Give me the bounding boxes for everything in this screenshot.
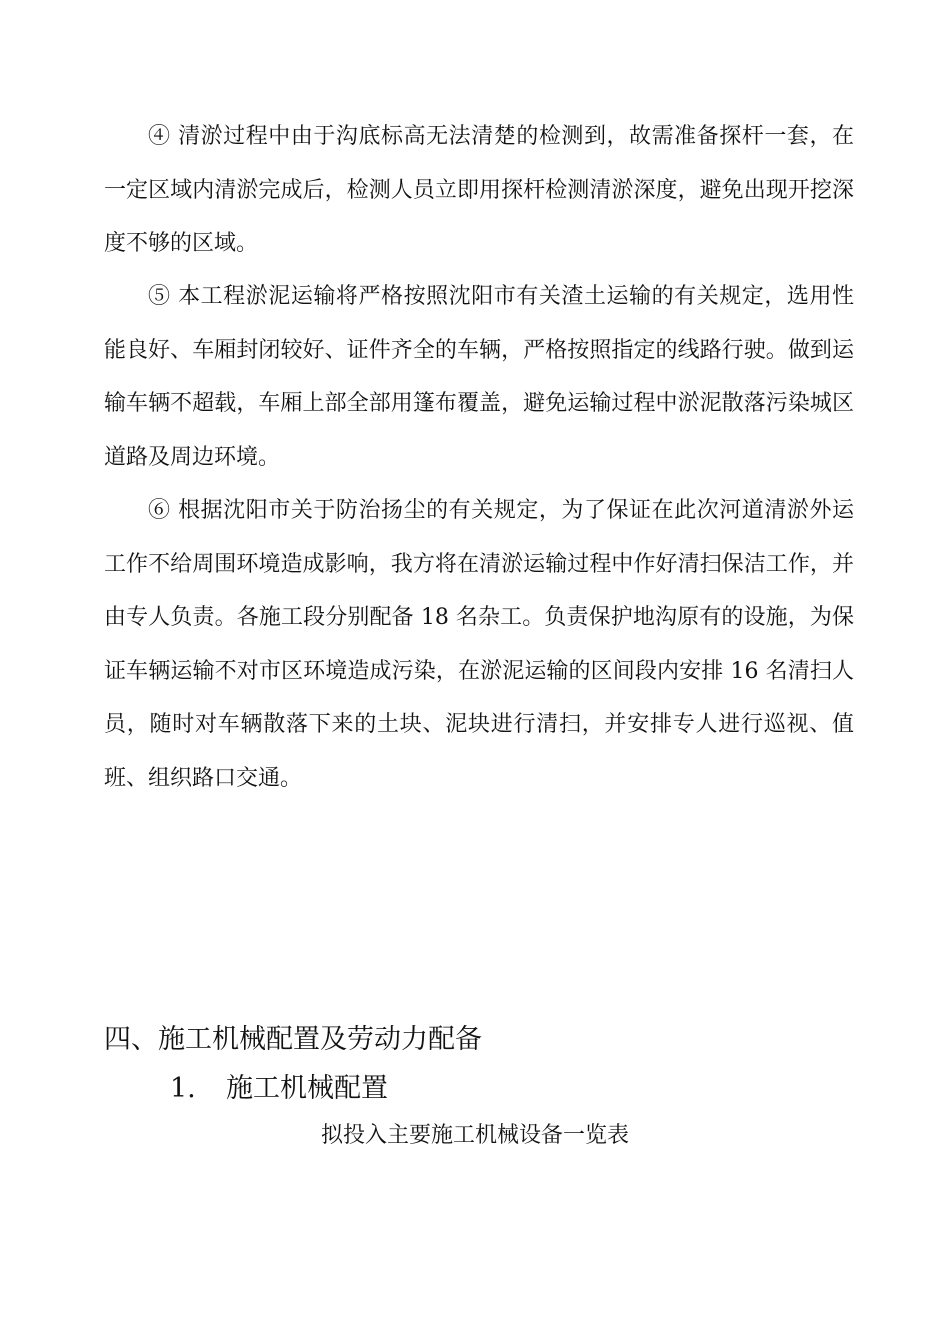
paragraph-item-5: ⑤ 本工程淤泥运输将严格按照沈阳市有关渣土运输的有关规定，选用性能良好、车厢封闭较好、证件齐全的车辆，严格按照指定的线路行驶。做到运输车辆不超载，车厢上部全部用篷布覆盖，避免运输过程中淤泥散落污染城区道路及周边环境。 (104, 284, 854, 470)
section-heading: 四、施工机械配置及劳动力配备 (104, 1024, 482, 1055)
subsection-number: 1. (170, 1073, 196, 1104)
paragraph-item-4: ④ 清淤过程中由于沟底标高无法清楚的检测到，故需准备探杆一套，在一定区域内清淤完成后，检测人员立即用探杆检测清淤深度，避免出现开挖深度不够的区域。 (104, 124, 854, 256)
paragraph-item-6: ⑥ 根据沈阳市关于防治扬尘的有关规定，为了保证在此次河道清淤外运工作不给周围环境造成影响，我方将在清淤运输过程中作好清扫保洁工作，并由专人负责。各施工段分别配备 18 名杂工。负责保护地沟原有的设施，为保证车辆运输不对市区环境造成污染，在淤泥运输的区间段内安排 16 名清扫人员，随时对车辆散落下来的土块、泥块进行清扫，并安排专人进行巡视、值班、组织路口交通。 (104, 498, 854, 791)
table-caption: 拟投入主要施工机械设备一览表 (320, 1123, 629, 1148)
subsection-title: 施工机械配置 (226, 1073, 388, 1104)
subsection-heading (170, 1067, 388, 1111)
